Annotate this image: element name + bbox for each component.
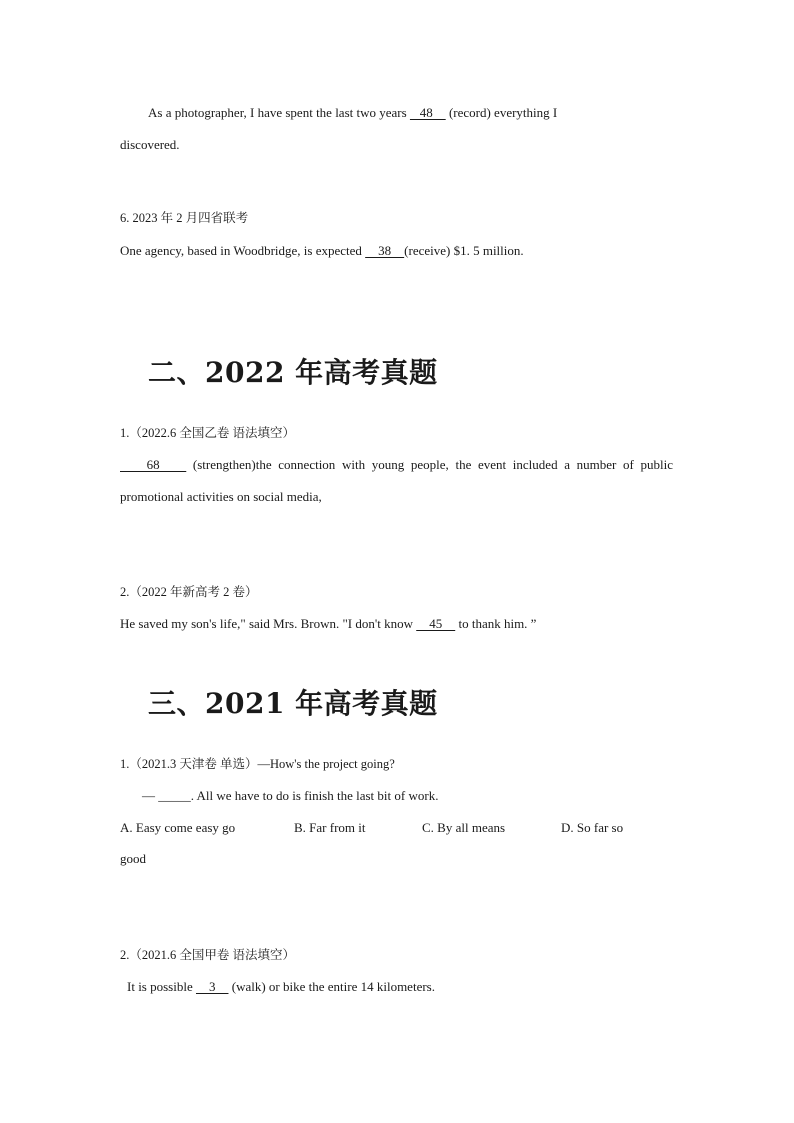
s3-q1-option-d-cont: good [120, 851, 146, 866]
q5-blank: 48 [409, 105, 446, 120]
q6-blank: 38 [365, 243, 405, 258]
s3-q2-text-pre: It is possible [127, 979, 196, 994]
s2-q2-text-post: to thank him. ” [455, 616, 537, 631]
q5-text-pre: As a photographer, I have spent the last two years [148, 105, 410, 120]
s2-q1-text: (strengthen)the connection with young people, the event included a number of public [186, 457, 673, 472]
section2-heading: 二、2022 年高考真题 [148, 356, 438, 389]
q6-label: 6. 2023 年 2 月四省联考 [120, 211, 249, 225]
s2-q2-blank: 45 [416, 616, 456, 631]
s2-q1-label: 1.（2022.6 全国乙卷 语法填空） [120, 426, 296, 440]
q5-line1 [148, 105, 557, 121]
s3-q1-label: 1.（2021.3 天津卷 单选）—How's the project going? [120, 757, 395, 771]
s3-q2-text-post: (walk) or bike the entire 14 kilometers. [228, 979, 435, 994]
q5-line2: discovered. [120, 137, 180, 152]
s2-q2-text-pre: He saved my son's life," said Mrs. Brown. "I don't know [120, 616, 417, 631]
s3-q1-option-d: D. So far so [561, 820, 624, 835]
q6-sentence [120, 243, 524, 259]
s2-q1-blank: 68 [120, 457, 187, 472]
q5-text-post: (record) everything I [445, 105, 558, 120]
section3-heading: 三、2021 年高考真题 [148, 687, 438, 720]
q6-text-pre: One agency, based in Woodbridge, is expected [120, 243, 366, 258]
s2-q1-line2: promotional activities on social media, [120, 489, 322, 504]
s3-q2-sentence [127, 979, 435, 995]
s2-q1-line1 [120, 457, 673, 473]
q6-text-post: (receive) $1. 5 million. [404, 243, 524, 258]
s3-q1-option-c: C. By all means [422, 820, 506, 835]
s2-q2-sentence [120, 616, 536, 632]
s3-q1-option-a: A. Easy come easy go [120, 820, 236, 835]
s3-q1-line2: — _____. All we have to do is finish the last bit of work. [142, 788, 439, 803]
s2-q2-label: 2.（2022 年新高考 2 卷） [120, 585, 258, 599]
s3-q2-blank: 3 [195, 979, 229, 994]
s3-q1-option-b: B. Far from it [294, 820, 366, 835]
s3-q2-label: 2.（2021.6 全国甲卷 语法填空） [120, 948, 296, 962]
